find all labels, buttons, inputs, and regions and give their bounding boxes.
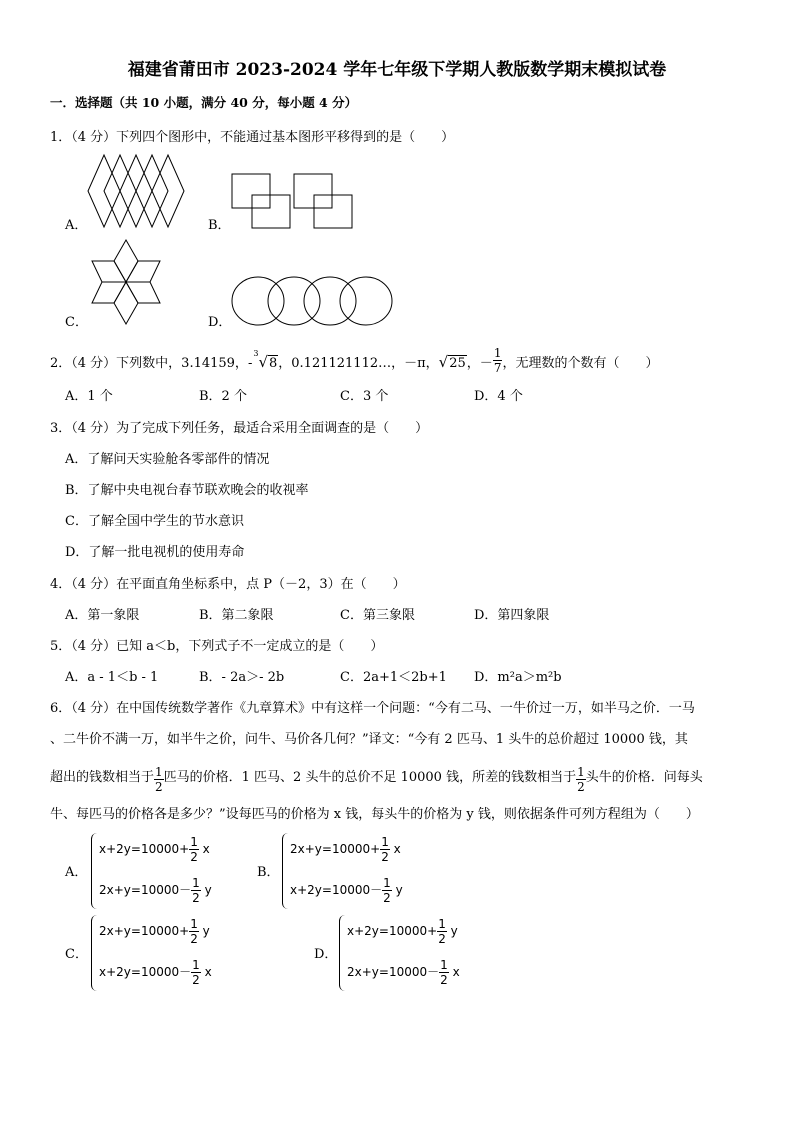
rhombus-chain-icon <box>88 155 184 227</box>
q1-option-a[interactable]: A． <box>65 218 88 233</box>
q6-b-eq1-var: x <box>393 842 401 856</box>
q6-d-eq2-var: x <box>452 965 460 979</box>
q6-d-eq2-den: 2 <box>440 973 448 987</box>
q3-option-c[interactable]: C．了解全国中学生的节水意识 <box>65 514 244 529</box>
q6-d-eq1-den: 2 <box>438 932 446 946</box>
hexagram-rhombus-icon <box>92 240 160 324</box>
q1-option-c[interactable]: C． <box>65 315 88 330</box>
q4-option-d[interactable]: D．第四象限 <box>474 608 550 623</box>
q6-c-eq2-num: 1 <box>192 958 200 972</box>
q4-option-b[interactable]: B．第二象限 <box>199 608 274 623</box>
q2-option-a[interactable]: A．1 个 <box>65 389 113 404</box>
question-6-line-4: 牛、每匹马的价格各是多少？”设每匹马的价格为 x 钱，每头牛的价格为 y 钱，则依据条件可列方程组为（ ） <box>50 807 699 822</box>
question-1-stem: 1．（4 分）下列四个图形中，不能通过基本图形平移得到的是（ ） <box>50 130 455 145</box>
q6-option-b-label[interactable]: B． <box>257 865 280 880</box>
question-3-stem: 3．（4 分）为了完成下列任务，最适合采用全面调查的是（ ） <box>50 421 429 436</box>
q2-stem-part1: 2．（4 分）下列数中，3.14159， <box>50 356 248 371</box>
q2-stem-part3: ，无理数的个数有（ ） <box>502 356 659 371</box>
q6-half-fraction-2 <box>576 766 586 793</box>
q6-option-b-eq1 <box>290 836 401 863</box>
question-6-line-1: 6．（4 分）在中国传统数学著作《九章算术》中有这样一个问题：“今有二马、一牛价过一万，如半马之价．一马 <box>50 701 695 716</box>
q6-b-eq1-den: 2 <box>381 850 389 864</box>
page-title: 福建省莆田市 2023-2024 学年七年级下学期人教版数学期末模拟试卷 <box>127 60 667 80</box>
q6-c-eq2-frac <box>191 959 201 986</box>
q6-option-d-label[interactable]: D． <box>314 947 338 962</box>
q6-b-eq2-text: x+2y=10000－ <box>290 883 383 897</box>
question-4-stem: 4．（4 分）在平面直角坐标系中，点 P（－2，3）在（ ） <box>50 577 406 592</box>
q6-a-eq2-num: 1 <box>192 876 200 890</box>
q6-option-c-eq1 <box>99 918 210 945</box>
q6-line3-part3: 头牛的价格．问每头 <box>585 770 703 785</box>
q6-line3-part1: 超出的钱数相当于 <box>50 770 155 785</box>
q6-b-eq1-frac <box>380 836 390 863</box>
question-2-stem: 2．（4 分）下列数中，3.14159，-$^3$√8，0.121121112…，－π，√25，－ $\frac{1}{7}$ ，无理数的个数有（ ） <box>50 346 659 375</box>
q6-b-eq1-text: 2x+y=10000+ <box>290 842 381 856</box>
q6-d-eq2-num: 1 <box>440 958 448 972</box>
q2-square-root: √ <box>438 353 449 371</box>
q6-d-eq2-frac <box>439 959 449 986</box>
q6-b-eq2-var: y <box>395 883 403 897</box>
q6-b-eq1-num: 1 <box>381 835 389 849</box>
q6-a-eq2-text: 2x+y=10000－ <box>99 883 192 897</box>
q4-option-c[interactable]: C．第三象限 <box>340 608 415 623</box>
q6-b-eq2-frac <box>382 877 392 904</box>
q6-d-eq1-text: x+2y=10000+ <box>347 924 438 938</box>
q6-a-eq1-frac <box>189 836 199 863</box>
q6-half-denominator-1: 2 <box>155 780 163 794</box>
q5-option-a[interactable]: A．a - 1＜b - 1 <box>65 670 159 685</box>
q6-c-eq1-den: 2 <box>190 932 198 946</box>
q3-option-b[interactable]: B．了解中央电视台春节联欢晚会的收视率 <box>65 483 309 498</box>
q2-frac-numerator: 1 <box>493 346 502 360</box>
q6-option-d-eq1 <box>347 918 458 945</box>
q6-a-eq2-var: y <box>204 883 212 897</box>
q6-a-eq2-den: 2 <box>192 891 200 905</box>
q5-option-b[interactable]: B．- 2a＞- 2b <box>199 670 285 685</box>
q2-fraction <box>493 347 503 374</box>
q6-a-eq2-frac <box>191 877 201 904</box>
q2-option-b[interactable]: B．2 个 <box>199 389 247 404</box>
q6-half-denominator-2: 2 <box>577 780 585 794</box>
q6-option-a-eq1 <box>99 836 210 863</box>
q6-half-numerator-2: 1 <box>577 765 585 779</box>
q5-option-c[interactable]: C．2a+1＜2b+1 <box>340 670 447 685</box>
q6-option-c-label[interactable]: C． <box>65 947 88 962</box>
question-5-stem: 5．（4 分）已知 a＜b，下列式子不一定成立的是（ ） <box>50 639 384 654</box>
q2-option-c[interactable]: C．3 个 <box>340 389 389 404</box>
q6-c-eq1-frac <box>189 918 199 945</box>
q6-option-d-brace <box>339 915 346 991</box>
q6-d-eq1-frac <box>437 918 447 945</box>
q4-option-a[interactable]: A．第一象限 <box>65 608 140 623</box>
q6-c-eq2-text: x+2y=10000－ <box>99 965 192 979</box>
q6-c-eq2-den: 2 <box>192 973 200 987</box>
q6-d-eq1-var: y <box>450 924 458 938</box>
section-heading: 一．选择题（共 10 小题，满分 40 分，每小题 4 分） <box>50 95 358 110</box>
q6-a-eq1-var: x <box>202 842 210 856</box>
q6-option-c-eq2 <box>99 959 212 986</box>
q6-c-eq1-text: 2x+y=10000+ <box>99 924 190 938</box>
q6-b-eq2-num: 1 <box>383 876 391 890</box>
q2-radicand-2: 25 <box>449 356 466 371</box>
q1-option-b[interactable]: B． <box>208 218 231 233</box>
q6-d-eq1-num: 1 <box>438 917 446 931</box>
q6-c-eq2-var: x <box>204 965 212 979</box>
q6-a-eq1-den: 2 <box>190 850 198 864</box>
q6-option-b-brace <box>282 833 289 909</box>
q2-neg-sign: - <box>247 356 253 371</box>
q2-comma: ， <box>466 356 480 371</box>
q6-c-eq1-num: 1 <box>190 917 198 931</box>
q2-option-d[interactable]: D．4 个 <box>474 389 523 404</box>
q3-option-a[interactable]: A．了解问天实验舱各零部件的情况 <box>65 452 270 467</box>
q2-frac-denominator: 7 <box>493 361 502 375</box>
q2-radicand-1: 8 <box>269 356 278 371</box>
question-6-line-2: 、二牛价不满一万，如半牛之价，问牛、马价各几何？”译文：“今有 2 匹马、1 头牛的总价超过 10000 钱，其 <box>50 732 688 747</box>
chained-circles-icon <box>231 276 393 326</box>
question-6-line-3 <box>50 764 703 794</box>
q6-b-eq2-den: 2 <box>383 891 391 905</box>
q3-option-d[interactable]: D．了解一批电视机的使用寿命 <box>65 545 245 560</box>
q1-option-d[interactable]: D． <box>208 315 232 330</box>
overlapping-squares-icon <box>231 173 353 229</box>
q6-line3-part2: 匹马的价格．1 匹马、2 头牛的总价不足 10000 钱，所差的钱数相当于 <box>163 770 577 785</box>
q2-cube-root: √ <box>258 353 268 371</box>
q6-a-eq1-num: 1 <box>190 835 198 849</box>
q6-option-a-eq2 <box>99 877 212 904</box>
q6-option-d-eq2 <box>347 959 460 986</box>
q6-half-fraction-1 <box>154 766 164 793</box>
q6-a-eq1-text: x+2y=10000+ <box>99 842 190 856</box>
q5-option-d[interactable]: D．m²a＞m²b <box>474 670 562 685</box>
q6-option-b-eq2 <box>290 877 403 904</box>
q6-half-numerator-1: 1 <box>155 765 163 779</box>
q6-c-eq1-var: y <box>202 924 210 938</box>
q6-option-c-brace <box>91 915 98 991</box>
q2-stem-part2: ，0.121121112…，－π， <box>278 356 439 371</box>
q2-root-index: 3 <box>253 348 259 358</box>
q6-option-a-label[interactable]: A． <box>65 865 88 880</box>
q6-d-eq2-text: 2x+y=10000－ <box>347 965 440 979</box>
q6-option-a-brace <box>91 833 98 909</box>
